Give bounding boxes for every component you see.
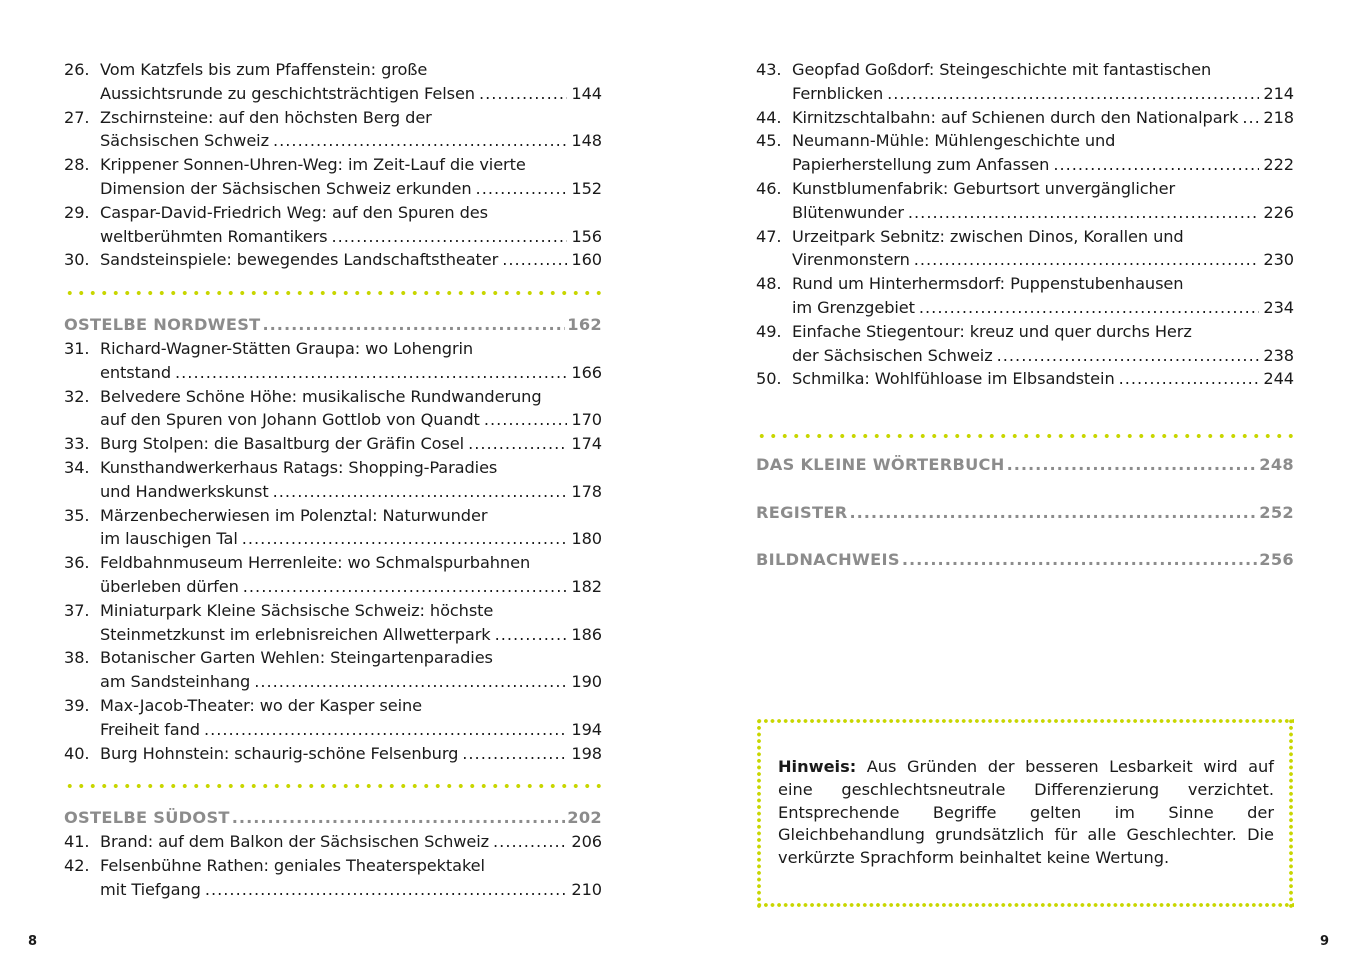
page-number-left: 8: [28, 934, 38, 949]
entry-page: 218: [1263, 107, 1294, 127]
dot-leader: [849, 501, 1257, 525]
entry-number: 28.: [64, 155, 90, 175]
entry-number: 34.: [64, 457, 90, 477]
dot-leader: [462, 742, 567, 766]
entry-title: Belvedere Schöne Höhe: musikalische Rundwanderung: [100, 386, 542, 406]
entry-title: Brand: auf dem Balkon der Sächsischen Schweiz: [100, 832, 490, 852]
hinweis-body: Aus Gründen der besseren Lesbarkeit wird auf eine geschlechtsneutrale Differenzierung verzichtet. Entsprechende Begriffe gelten im Sinne der Gleichbehandlung grundsätzlich für alle Geschlechter. Die verkürzte Sprachform beinhaltet keine Wertung.: [778, 757, 1274, 868]
entry-page: 174: [571, 434, 602, 454]
entry-title: auf den Spuren von Johann Gottlob von Quandt: [100, 410, 480, 430]
dot-leader: [887, 82, 1259, 106]
toc-entry[interactable]: [64, 854, 602, 902]
toc-backmatter-bildnachweis[interactable]: [756, 548, 1294, 572]
entry-number: 45.: [756, 131, 782, 151]
section-title: REGISTER: [756, 502, 848, 522]
dot-leader: [273, 129, 567, 153]
section-title: DAS KLEINE WÖRTERBUCH: [756, 455, 1005, 475]
entry-page: 198: [571, 743, 602, 763]
dotted-separator: [756, 433, 1294, 439]
entry-page: 156: [571, 226, 602, 246]
entry-title: Richard-Wagner-Stätten Graupa: wo Lohengrin: [100, 338, 474, 358]
entry-page: 182: [571, 576, 602, 596]
entry-number: 48.: [756, 274, 782, 294]
hinweis-text: [778, 756, 1274, 870]
toc-entry[interactable]: [64, 456, 602, 504]
entry-number: 38.: [64, 648, 90, 668]
toc-entry[interactable]: [64, 742, 602, 766]
entry-number: 43.: [756, 60, 782, 79]
entry-number: 29.: [64, 202, 90, 222]
entry-title: am Sandsteinhang: [100, 672, 251, 692]
toc-entry[interactable]: [756, 367, 1294, 391]
toc-entry[interactable]: [756, 177, 1294, 225]
entry-title: und Handwerkskunst: [100, 481, 269, 501]
dot-leader: [273, 480, 568, 504]
entry-title: Felsenbühne Rathen: geniales Theaterspektakel: [100, 855, 485, 875]
entry-title: Aussichtsrunde zu geschichtsträchtigen Felsen: [100, 83, 475, 103]
toc-backmatter-register[interactable]: [756, 501, 1294, 525]
entry-page: 148: [571, 131, 602, 151]
entry-page: 186: [571, 624, 602, 644]
dot-leader: [242, 527, 568, 551]
toc-entry[interactable]: [64, 153, 602, 201]
toc-entry[interactable]: [64, 337, 602, 385]
dot-leader: [908, 201, 1260, 225]
dot-leader: [479, 82, 567, 106]
section-title: OSTELBE NORDWEST: [64, 315, 261, 335]
entry-title: Caspar-David-Friedrich Weg: auf den Spuren des: [100, 202, 488, 222]
dotted-separator: [64, 783, 602, 789]
entry-number: 33.: [64, 434, 90, 454]
dot-leader: [902, 548, 1257, 572]
entry-title: mit Tiefgang: [100, 879, 201, 899]
entry-title: Sächsischen Schweiz: [100, 131, 269, 151]
right-page-toc: [756, 58, 1294, 572]
entry-number: 50.: [756, 369, 782, 389]
toc-entry[interactable]: [64, 106, 602, 154]
entry-title: Einfache Stiegentour: kreuz und quer durchs Herz: [792, 321, 1192, 341]
entry-title: Steinmetzkunst im erlebnisreichen Allwetterpark: [100, 624, 491, 644]
entry-number: 35.: [64, 505, 90, 525]
left-page-toc: [64, 58, 602, 902]
dot-leader: [263, 313, 566, 337]
entry-number: 30.: [64, 250, 90, 270]
entry-page: 170: [571, 410, 602, 430]
entry-title: Urzeitpark Sebnitz: zwischen Dinos, Korallen und: [792, 226, 1184, 246]
toc-list-d: [756, 58, 1294, 391]
hinweis-box: [756, 718, 1294, 908]
entry-title: Feldbahnmuseum Herrenleite: wo Schmalspurbahnen: [100, 553, 531, 573]
toc-entry[interactable]: [64, 694, 602, 742]
entry-number: 37.: [64, 600, 90, 620]
dot-leader: [495, 623, 568, 647]
section-page: 256: [1259, 549, 1294, 569]
entry-number: 40.: [64, 743, 90, 763]
toc-entry[interactable]: [756, 58, 1294, 106]
entry-title: Sandsteinspiele: bewegendes Landschaftstheater: [100, 250, 499, 270]
toc-entry[interactable]: [756, 106, 1294, 130]
section-page: 248: [1259, 455, 1294, 475]
entry-number: 47.: [756, 226, 782, 246]
entry-title: Krippener Sonnen-Uhren-Weg: im Zeit-Lauf die vierte: [100, 155, 526, 175]
entry-title: überleben dürfen: [100, 576, 239, 596]
entry-page: 238: [1263, 345, 1294, 365]
entry-page: 206: [571, 832, 602, 852]
entry-page: 214: [1263, 83, 1294, 103]
entry-page: 222: [1263, 155, 1294, 175]
entry-title: Botanischer Garten Wehlen: Steingartenparadies: [100, 648, 493, 668]
entry-title: im lauschigen Tal: [100, 529, 238, 549]
entry-page: 166: [571, 362, 602, 382]
entry-page: 194: [571, 719, 602, 739]
dot-leader: [468, 432, 567, 456]
dotted-separator: [64, 290, 602, 296]
toc-entry[interactable]: [64, 830, 602, 854]
dot-leader: [1119, 367, 1260, 391]
dot-leader: [919, 296, 1260, 320]
entry-page: 144: [571, 83, 602, 103]
entry-page: 230: [1263, 250, 1294, 270]
dot-leader: [484, 408, 568, 432]
dot-leader: [914, 248, 1260, 272]
entry-number: 46.: [756, 178, 782, 198]
entry-number: 27.: [64, 107, 90, 127]
dot-leader: [254, 670, 567, 694]
toc-entry[interactable]: [64, 385, 602, 433]
entry-number: 49.: [756, 321, 782, 341]
toc-backmatter-woerterbuch[interactable]: [756, 453, 1294, 477]
toc-entry[interactable]: [756, 129, 1294, 177]
toc-entry[interactable]: [64, 551, 602, 599]
entry-title: Kirnitzschtalbahn: auf Schienen durch den Nationalpark: [792, 107, 1239, 127]
dot-leader: [1007, 453, 1258, 477]
toc-entry[interactable]: [756, 320, 1294, 368]
dot-leader: [997, 344, 1260, 368]
entry-title: Virenmonstern: [792, 250, 910, 270]
entry-title: Zschirnsteine: auf den höchsten Berg der: [100, 107, 432, 127]
dot-leader: [1242, 106, 1259, 130]
entry-page: 226: [1263, 202, 1294, 222]
dot-leader: [205, 878, 568, 902]
entry-page: 234: [1263, 297, 1294, 317]
entry-title: Freiheit fand: [100, 719, 200, 739]
entry-title: Burg Stolpen: die Basaltburg der Gräfin Cosel: [100, 434, 465, 454]
entry-title: Fernblicken: [792, 83, 884, 103]
entry-title: Miniaturpark Kleine Sächsische Schweiz: höchste: [100, 600, 494, 620]
dot-leader: [1053, 153, 1259, 177]
section-page: 162: [567, 315, 602, 335]
section-page: 202: [567, 808, 602, 828]
entry-number: 26.: [64, 60, 90, 79]
dot-leader: [502, 248, 567, 272]
entry-title: entstand: [100, 362, 172, 382]
dot-leader: [243, 575, 568, 599]
entry-page: 210: [571, 879, 602, 899]
entry-title: Geopfad Goßdorf: Steingeschichte mit fantastischen: [792, 60, 1212, 79]
entry-title: Dimension der Sächsischen Schweiz erkunden: [100, 178, 472, 198]
toc-entry[interactable]: [64, 201, 602, 249]
entry-number: 44.: [756, 107, 782, 127]
toc-entry[interactable]: [756, 272, 1294, 320]
toc-list-b: [64, 337, 602, 765]
entry-title: Märzenbecherwiesen im Polenztal: Naturwunder: [100, 505, 488, 525]
page-number-right: 9: [1320, 934, 1330, 949]
toc-section-ostelbe-suedost[interactable]: [64, 806, 602, 830]
entry-title: Blütenwunder: [792, 202, 904, 222]
dot-leader: [476, 177, 568, 201]
toc-entry[interactable]: [64, 432, 602, 456]
entry-title: Papierherstellung zum Anfassen: [792, 155, 1050, 175]
entry-title: Neumann-Mühle: Mühlengeschichte und: [792, 131, 1116, 151]
toc-section-ostelbe-nordwest[interactable]: [64, 313, 602, 337]
toc-entry[interactable]: [64, 504, 602, 552]
toc-entry[interactable]: [756, 225, 1294, 273]
section-title: OSTELBE SÜDOST: [64, 808, 230, 828]
entry-number: 41.: [64, 832, 90, 852]
entry-title: Burg Hohnstein: schaurig-schöne Felsenburg: [100, 743, 459, 763]
entry-number: 32.: [64, 386, 90, 406]
toc-entry[interactable]: [64, 646, 602, 694]
entry-title: Max-Jacob-Theater: wo der Kasper seine: [100, 695, 422, 715]
entry-number: 42.: [64, 855, 90, 875]
toc-list-c: [64, 830, 602, 901]
dot-leader: [175, 361, 567, 385]
dot-leader: [332, 225, 568, 249]
entry-page: 152: [571, 178, 602, 198]
section-title: BILDNACHWEIS: [756, 549, 900, 569]
entry-title: Schmilka: Wohlfühloase im Elbsandstein: [792, 369, 1115, 389]
entry-page: 190: [571, 672, 602, 692]
dot-leader: [493, 830, 567, 854]
entry-title: im Grenzgebiet: [792, 297, 915, 317]
hinweis-label: Hinweis:: [778, 757, 857, 776]
entry-page: 180: [571, 529, 602, 549]
entry-title: Vom Katzfels bis zum Pfaffenstein: große: [100, 60, 428, 79]
entry-title: Kunsthandwerkerhaus Ratags: Shopping-Paradies: [100, 457, 498, 477]
toc-entry[interactable]: [64, 58, 602, 106]
toc-list-a: [64, 58, 602, 272]
entry-page: 178: [571, 481, 602, 501]
section-page: 252: [1259, 502, 1294, 522]
entry-number: 39.: [64, 695, 90, 715]
entry-title: weltberühmten Romantikers: [100, 226, 328, 246]
entry-number: 36.: [64, 553, 90, 573]
entry-title: der Sächsischen Schweiz: [792, 345, 993, 365]
dot-leader: [204, 718, 567, 742]
entry-number: 31.: [64, 338, 90, 358]
toc-entry[interactable]: [64, 599, 602, 647]
entry-title: Rund um Hinterhermsdorf: Puppenstubenhausen: [792, 274, 1184, 294]
entry-title: Kunstblumenfabrik: Geburtsort unvergänglicher: [792, 178, 1176, 198]
toc-entry[interactable]: [64, 248, 602, 272]
entry-page: 160: [571, 250, 602, 270]
entry-page: 244: [1263, 369, 1294, 389]
dot-leader: [232, 806, 566, 830]
